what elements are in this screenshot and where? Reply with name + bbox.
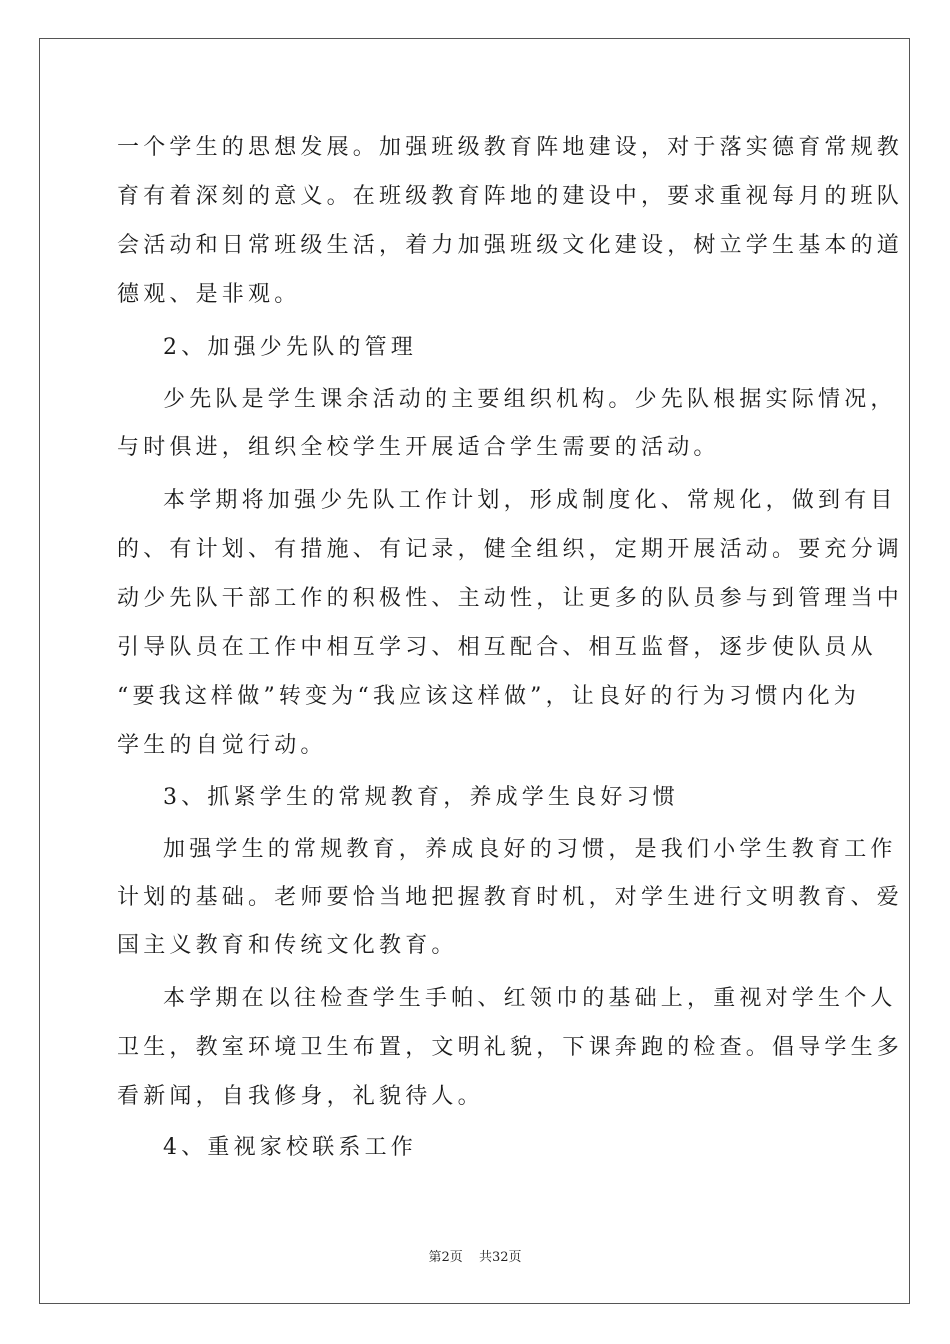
text-line: 育有着深刻的意义。在班级教育阵地的建设中，要求重视每月的班队 xyxy=(117,184,904,209)
text-line: 计划的基础。老师要恰当地把握教育时机，对学生进行文明教育、爱 xyxy=(117,885,904,910)
text-line: 国主义教育和传统文化教育。 xyxy=(117,933,458,958)
section-heading: 3、抓紧学生的常规教育，养成学生良好习惯 xyxy=(163,785,679,810)
section-heading: 2、加强少先队的管理 xyxy=(163,335,417,360)
page-total: 共32页 xyxy=(478,1250,522,1265)
text-line: 一个学生的思想发展。加强班级教育阵地建设，对于落实德育常规教 xyxy=(117,135,904,160)
section-heading: 4、重视家校联系工作 xyxy=(163,1135,417,1160)
text-line: 本学期将加强少先队工作计划，形成制度化、常规化，做到有目 xyxy=(163,488,897,513)
page-footer xyxy=(0,1246,950,1265)
page-number: 第2页 xyxy=(428,1250,463,1265)
text-line: 的、有计划、有措施、有记录，健全组织，定期开展活动。要充分调 xyxy=(117,537,904,562)
text-line: 与时俱进，组织全校学生开展适合学生需要的活动。 xyxy=(117,435,720,460)
text-line: 看新闻，自我修身，礼貌待人。 xyxy=(117,1084,484,1109)
text-line: 学生的自觉行动。 xyxy=(117,733,327,758)
text-line: 动少先队干部工作的积极性、主动性，让更多的队员参与到管理当中 xyxy=(117,586,904,611)
text-line: 德观、是非观。 xyxy=(117,282,301,307)
text-line: 会活动和日常班级生活，着力加强班级文化建设，树立学生基本的道 xyxy=(117,233,904,258)
text-line: 少先队是学生课余活动的主要组织机构。少先队根据实际情况， xyxy=(163,387,897,412)
text-line: 加强学生的常规教育，养成良好的习惯，是我们小学生教育工作 xyxy=(163,837,897,862)
text-line: “要我这样做”转变为“我应该这样做”，让良好的行为习惯内化为 xyxy=(117,684,860,709)
text-line: 本学期在以往检查学生手帕、红领巾的基础上，重视对学生个人 xyxy=(163,986,897,1011)
text-line: 卫生，教室环境卫生布置，文明礼貌，下课奔跑的检查。倡导学生多 xyxy=(117,1035,904,1060)
text-line: 引导队员在工作中相互学习、相互配合、相互监督，逐步使队员从 xyxy=(117,635,877,660)
